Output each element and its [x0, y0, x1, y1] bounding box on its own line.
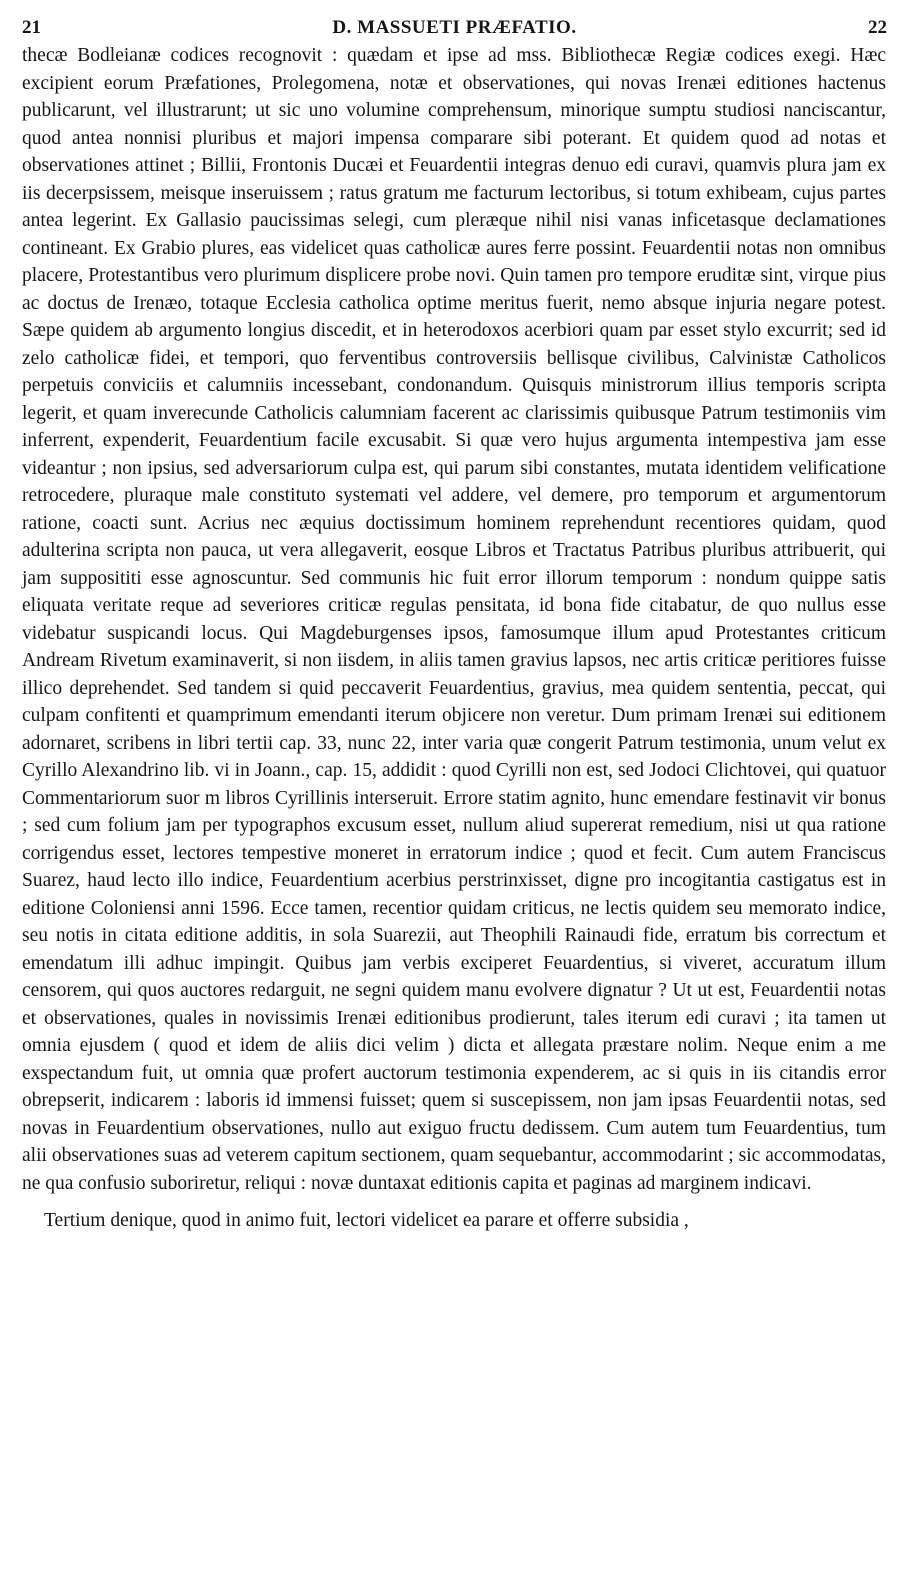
- right-page-number: 22: [868, 17, 887, 38]
- body-text: [22, 42, 886, 1235]
- running-header: [22, 14, 887, 42]
- running-title: D. MASSUETI PRÆFATIO.: [332, 17, 577, 38]
- paragraph-tertium: Tertium denique, quod in animo fuit, lectori videlicet ea parare et offerre subsidia ,: [44, 1210, 689, 1231]
- paragraph-continued: thecæ Bodleianæ codices recognovit : quædam et ipse ad mss. Bibliothecæ Regiæ codices exegi. Hæc excipient eorum Præfationes, Prolegomena, notæ et observationes, qui novas Irenæi editiones hactenus publicarunt, vel illustrarunt; ut sic uno volumine comprehensum, minorique sumptu studiosi nanciscantur, quod antea nonnisi pluribus et majori impensa comparare sibi poterant. Et quidem quod ad notas et observationes attinet ; Billii, Frontonis Ducæi et Feuardentii integras denuo edi curavi, quamvis plura jam ex iis decerpsissem, meisque inseruissem ; ratus gratum me facturum lectoribus, si totum exhibeam, cujus partes antea legerint. Ex Gallasio paucissimas selegi, cum pleræque nihil nisi vanas inficetasque declamationes contineant. Ex Grabio plures, eas videlicet quas catholicæ aures ferre possint. Feuardentii notas non omnibus placere, Protestantibus vero plurimum displicere probe novi. Quin tamen pro tempore eruditæ sint, virque pius ac doctus de Irenæo, totaque Ecclesia catholica optime meritus fuerit, nemo absque injuria negare potest. Sæpe quidem ab argumento longius discedit, et in heterodoxos acerbiori quam par esset stylo excurrit; sed id zelo catholicæ fidei, et tempori, quo ferventibus controversiis bellisque civilibus, Calvinistæ Catholicos perpetuis conviciis et calumniis incessebant, condonandum. Quisquis ministrorum illius temporis scripta legerit, et quam inverecunde Catholicis calumniam facerent ac clarissimis quibusque Patrum testimoniis vim inferrent, expenderit, Feuardentium facile excusabit. Si quæ vero hujus argumenta intempestiva jam esse videantur ; non ipsius, sed adversariorum culpa est, qui parum sibi constantes, mutata identidem velificatione retrocedere, pluraque male constituto systemati vel addere, vel demere, pro temporum et argumentorum ratione, coacti sunt. Acrius nec æquius doctissimum hominem reprehendunt recentiores quidam, quod adulterina scripta non pauca, ut vera allegaverit, eosque Libros et Tractatus Patribus pluribus attribuerit, qui jam supposititi esse agnoscuntur. Sed communis hic fuit error illorum temporum : nondum quippe satis eliquata veritate reque ad severiores criticæ regulas pensitata, id bona fide citabatur, de quo nullus esse videbatur suspicandi locus. Qui Magdeburgenses ipsos, famosumque illum apud Protestantes criticum Andream Rivetum examinaverit, si non iisdem, in aliis tamen gravius lapsos, nec artis criticæ peritiores fuisse illico deprehendet. Sed tandem si quid peccaverit Feuardentius, gravius, mea quidem sententia, peccat, qui culpam confitenti et quamprimum emendanti iterum objicere non veretur. Dum primam Irenæi sui editionem adornaret, scribens in libri tertii cap. 33, nunc 22, inter varia quæ congerit Patrum testimonia, unum velut ex Cyrillo Alexandrino lib. vi in Joann., cap. 15, addidit : quod Cyrilli non est, sed Jodoci Clichtovei, qui quatuor Commentariorum suor m libros Cyrillinis interseruit. Errore statim agnito, hunc emendare festinavit vir bonus ; sed cum folium jam per typographos excusum esset, nullum aliud supererat remedium, nisi ut qua ratione corrigendus esset, lectores tempestive moneret in erratorum indice ; quod et fecit. Cum autem Franciscus Suarez, haud lecto illo indice, Feuardentium acerbius perstrinxisset, digne pro incogitantia castigatus est in editione Coloniensi anni 1596. Ecce tamen, recentior quidam criticus, ne lectis quidem seu memorato indice, seu notis in citata editione additis, in sola Suarezii, aut Theophili Rainaudi fide, erratum bis correctum et emendatum illi adhuc impingit. Quibus jam verbis exciperet Feuardentius, si viveret, accuratum illum censorem, qui quos auctores redarguit, ne segni quidem manu evolvere dignatur ? Ut ut est, Feuardentii notas et observationes, quales in novissimis Irenæi editionibus prodierunt, tales iterum edi curavi ; ita tamen ut omnia ejusdem ( quod et idem de aliis dici velim ) dicta et allegata præstare nolim. Neque enim a me exspectandum fuit, ut omnia quæ profert auctorum testimonia expenderem, ac si quis in iis citandis error obrepserit, indicarem : laboris id immensi fuisset; quem si suscepissem, non jam ipsas Feuardentii notas, sed novas in Feuardentium observationes, nullo aut exiguo fructu dedissem. Cum autem tum Feuardentius, tum alii observationes suas ad veterem capitum sectionem, quam sequebantur, accommodarint ; sic accommodatas, ne qua confusio suboriretur, reliqui : novæ duntaxat editionis capita et paginas ad marginem indicavi.: [22, 45, 886, 1194]
- left-page-number: 21: [22, 17, 41, 38]
